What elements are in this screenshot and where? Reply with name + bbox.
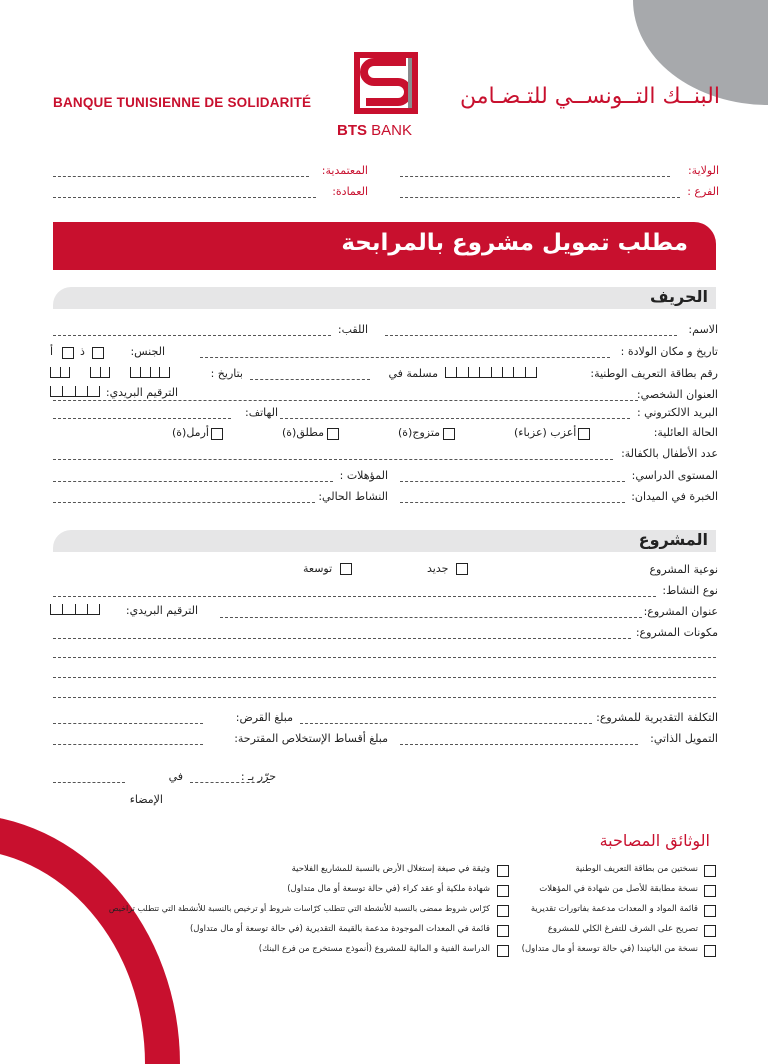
doc-right-checkbox-5[interactable] <box>704 945 716 957</box>
cin-boxes[interactable] <box>445 367 537 378</box>
new-project-label: جديد <box>427 562 449 575</box>
gender-label: الجنس: <box>130 345 165 358</box>
wilaya-label: الولاية: <box>687 164 719 177</box>
project-postal-label: الترقيم البريدي: <box>125 604 198 617</box>
current-activity-label: النشاط الحالي: <box>318 490 388 503</box>
project-postal-boxes[interactable] <box>50 604 100 615</box>
name-label: الاسم: <box>688 323 718 336</box>
new-project-checkbox[interactable] <box>456 563 468 575</box>
doc-right-label-1: نسختين من بطاقة التعريف الوطنية <box>575 864 698 874</box>
documents-title: الوثائق المصاحبة <box>599 831 710 850</box>
surname-label: اللقب: <box>337 323 368 336</box>
doc-left-checkbox-1[interactable] <box>497 865 509 877</box>
phone-label: الهاتف: <box>245 406 278 419</box>
components-field-1[interactable] <box>53 638 631 639</box>
doc-right-label-5: نسخة من الباتيندا (في حالة توسعة أو مال متداول) <box>521 944 698 954</box>
bts-logo-icon <box>354 52 418 114</box>
drafted-date-field[interactable] <box>53 782 125 783</box>
client-postal-label: الترقيم البريدي: <box>105 386 178 399</box>
education-field[interactable] <box>400 481 625 482</box>
doc-left-label-2: شهادة ملكية أو عقد كراء (في حالة توسعة أو مال متداول) <box>287 884 490 894</box>
children-field[interactable] <box>53 459 613 460</box>
issue-month-boxes[interactable] <box>90 367 110 378</box>
qualifications-field[interactable] <box>53 481 333 482</box>
single-checkbox[interactable] <box>578 428 590 440</box>
project-address-label: عنوان المشروع: <box>643 605 718 618</box>
divorced-checkbox[interactable] <box>327 428 339 440</box>
activity-type-field[interactable] <box>53 596 656 597</box>
mootamadia-field[interactable] <box>53 176 309 177</box>
self-finance-label: التمويل الذاتي: <box>650 732 718 745</box>
address-field[interactable] <box>53 400 638 401</box>
qualifications-label: المؤهلات : <box>339 469 388 482</box>
components-label: مكونات المشروع: <box>635 626 718 639</box>
gender-male-label: ذ <box>80 345 85 358</box>
doc-left-label-5: الدراسة الفنية و المالية للمشروع (أنموذج مستخرج من فرع البنك) <box>258 944 490 954</box>
phone-field[interactable] <box>53 418 231 419</box>
doc-right-checkbox-3[interactable] <box>704 905 716 917</box>
drafted-at-label: حرّر بـ : <box>240 770 276 783</box>
divorced-label: مطلق(ة) <box>282 426 325 439</box>
widowed-checkbox[interactable] <box>211 428 223 440</box>
signature-label: الإمضاء <box>129 793 163 806</box>
wilaya-field[interactable] <box>400 176 670 177</box>
components-field-4[interactable] <box>53 697 716 698</box>
omada-label: العمادة: <box>332 185 368 198</box>
loan-field[interactable] <box>53 723 203 724</box>
doc-left-checkbox-3[interactable] <box>497 905 509 917</box>
doc-right-label-3: قائمة المواد و المعدات مدعمة بفاتورات تقديرية <box>530 904 698 914</box>
activity-type-label: نوع النشاط: <box>662 584 718 597</box>
issued-in-field[interactable] <box>250 379 370 380</box>
drafted-in-label: في <box>168 770 183 783</box>
components-field-2[interactable] <box>53 657 716 658</box>
experience-field[interactable] <box>400 502 625 503</box>
client-postal-boxes[interactable] <box>50 386 100 397</box>
expansion-checkbox[interactable] <box>340 563 352 575</box>
omada-field[interactable] <box>53 197 316 198</box>
email-field[interactable] <box>280 418 630 419</box>
project-address-field[interactable] <box>220 617 642 618</box>
widowed-label: أرمل(ة) <box>172 426 209 439</box>
branch-field[interactable] <box>400 197 680 198</box>
issue-day-boxes[interactable] <box>50 367 70 378</box>
family-status-label: الحالة العائلية: <box>653 426 718 439</box>
cost-label: التكلفة التقديرية للمشروع: <box>596 711 718 724</box>
education-label: المستوى الدراسي: <box>631 469 718 482</box>
project-section-bar <box>53 530 716 552</box>
doc-left-label-4: قائمة في المعدات الموجودة مدعمة بالقيمة التقديرية (في حالة توسعة أو مال متداول) <box>189 924 490 934</box>
expansion-label: توسعة <box>303 562 333 575</box>
doc-left-checkbox-2[interactable] <box>497 885 509 897</box>
components-field-3[interactable] <box>53 677 716 678</box>
married-checkbox[interactable] <box>443 428 455 440</box>
doc-left-label-1: وثيقة في صيغة إستغلال الأرض بالنسبة للمشاريع الفلاحية <box>291 864 490 874</box>
doc-right-label-4: تصريح على الشرف للتفرغ الكلي للمشروع <box>547 924 698 934</box>
issue-year-boxes[interactable] <box>130 367 170 378</box>
installments-field[interactable] <box>53 744 203 745</box>
doc-right-checkbox-2[interactable] <box>704 885 716 897</box>
doc-left-checkbox-4[interactable] <box>497 925 509 937</box>
birth-label: تاريخ و مكان الولادة : <box>620 345 718 358</box>
doc-left-checkbox-5[interactable] <box>497 945 509 957</box>
form-title: مطلب تمويل مشروع بالمرابحة <box>341 230 688 256</box>
installments-label: مبلغ أقساط الإستخلاص المقترحة: <box>234 732 388 745</box>
email-label: البريد الالكتروني : <box>636 406 718 419</box>
name-field[interactable] <box>385 335 677 336</box>
surname-field[interactable] <box>53 335 331 336</box>
project-kind-label: نوعية المشروع <box>649 563 718 576</box>
doc-right-checkbox-4[interactable] <box>704 925 716 937</box>
gender-female-label: أ <box>50 345 54 358</box>
cin-label: رقم بطاقة التعريف الوطنية: <box>590 367 718 380</box>
cost-field[interactable] <box>300 723 592 724</box>
married-label: متزوج(ة) <box>398 426 441 439</box>
project-section-title: المشروع <box>638 530 708 549</box>
children-label: عدد الأطفال بالكفالة: <box>621 447 718 460</box>
gender-female-checkbox[interactable] <box>62 347 74 359</box>
bank-name-french: BANQUE TUNISIENNE DE SOLIDARITÉ <box>53 95 312 110</box>
doc-left-label-3: كرّاس شروط ممضى بالنسبة للأنشطة التي تتطلب كرّاسات شروط أو ترخيص بالنسبة للأنشطة التي تتطلب تراخيص <box>108 904 490 913</box>
doc-right-checkbox-1[interactable] <box>704 865 716 877</box>
issued-in-label: مسلمة في <box>388 367 438 380</box>
doc-right-label-2: نسخة مطابقة للأصل من شهادة في المؤهلات <box>539 884 698 894</box>
client-section-title: الحريف <box>649 287 708 306</box>
experience-label: الخبرة في الميدان: <box>631 490 718 503</box>
client-section-bar <box>53 287 716 309</box>
self-finance-field[interactable] <box>400 744 638 745</box>
brand-name: BTS BANK <box>337 122 413 139</box>
birth-field[interactable] <box>200 357 610 358</box>
mootamadia-label: المعتمدية: <box>321 164 368 177</box>
gender-male-checkbox[interactable] <box>92 347 104 359</box>
current-activity-field[interactable] <box>53 502 315 503</box>
loan-label: مبلغ القرض: <box>235 711 293 724</box>
branch-label: الفرع : <box>687 185 719 198</box>
drafted-at-field[interactable] <box>190 782 270 783</box>
single-label: أعزب (عزباء) <box>514 426 577 439</box>
address-label: العنوان الشخصي: <box>636 388 718 401</box>
issue-date-label: بتاريخ : <box>210 367 243 380</box>
bank-name-arabic: البنــك التــونســي للتـضـامن <box>459 84 720 109</box>
